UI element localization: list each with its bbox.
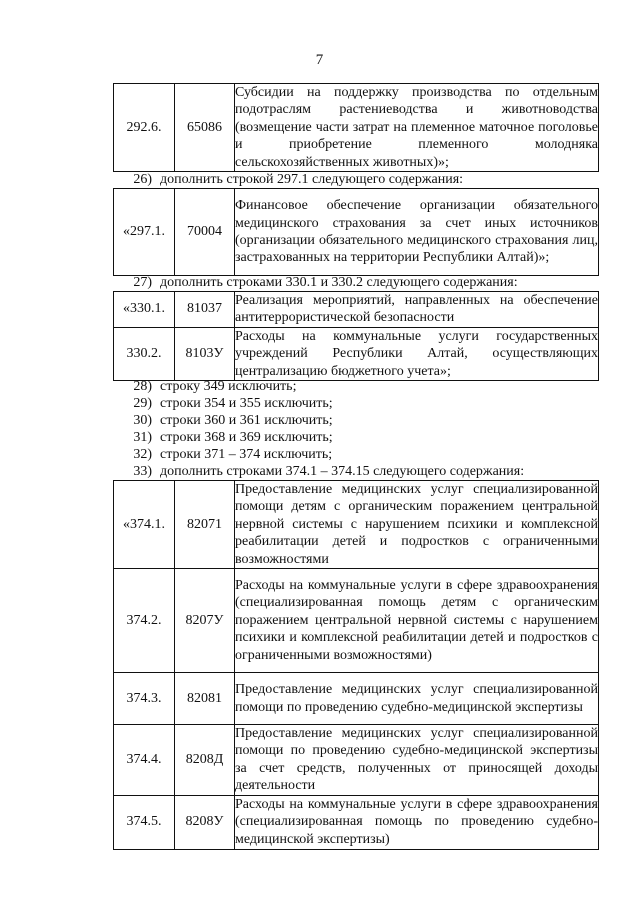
row-description: Расходы на коммунальные услуги государственных учреждений Республики Алтай, осуществляющих централизацию бюджетного учета»; (235, 328, 598, 379)
row-code: «374.1. (114, 481, 175, 569)
list-item (118, 463, 524, 480)
table-row (114, 327, 599, 380)
item-text: строки 354 и 355 исключить; (160, 396, 333, 411)
item-number: 31) (133, 430, 152, 445)
row-description: Расходы на коммунальные услуги в сфере здравоохранения (специализированная помощь детям с органическим поражением центральной нервной системы с нарушением психики и комплексной реабилитации детей и подростков с ограниченными возможностями) (235, 569, 599, 673)
row-description: Финансовое обеспечение организации обязательного медицинского страхования за счет иных источников (организации обязательного медицинского страхования лиц, застрахованных на территории Республики Алтай)»; (235, 189, 599, 276)
row-kbk: 8103У (175, 327, 235, 380)
row-kbk: 81037 (175, 292, 235, 328)
item-number: 30) (133, 413, 152, 428)
row-description: Предоставление медицинских услуг специализированной помощи по проведению судебно-медицинской экспертизы за счет средств, полученных от приносящей доходы деятельности (235, 726, 598, 794)
table-374 (113, 480, 599, 850)
row-code: 330.2. (114, 327, 175, 380)
row-code: 374.3. (114, 673, 175, 725)
table-330 (113, 291, 599, 381)
row-description: Расходы на коммунальные услуги в сфере здравоохранения (специализированная помощь по проведению судебно-медицинской экспертизы) (235, 795, 599, 849)
item-text: дополнить строкой 297.1 следующего содержания: (160, 172, 464, 187)
row-description: Реализация мероприятий, направленных на обеспечение антитеррористической безопасности (235, 293, 598, 326)
row-description: Предоставление медицинских услуг специализированной помощи детям с органическим поражением центральной нервной системы с нарушением психики и комплексной реабилитации детей и подростков с ограниченными возможностями (235, 482, 598, 567)
item-number: 33) (133, 464, 152, 479)
item-text: строки 360 и 361 исключить; (160, 413, 333, 428)
list-item (118, 395, 333, 412)
table-297 (113, 188, 599, 276)
row-kbk: 82071 (175, 481, 235, 569)
row-kbk: 8208Д (175, 725, 235, 796)
list-item (118, 429, 333, 446)
table-row (114, 189, 599, 276)
table-row (114, 795, 599, 849)
table-row (114, 292, 599, 328)
item-text: дополнить строками 330.1 и 330.2 следующего содержания: (160, 275, 518, 290)
item-text: строки 371 – 374 исключить; (160, 447, 333, 462)
row-description: Субсидии на поддержку производства по отдельным подотраслям растениеводства и животноводства (возмещение части затрат на племенное маточное поголовье и приобретение племенного молодняка сельскохозяйственных животных)»; (235, 85, 598, 170)
row-kbk: 70004 (175, 189, 235, 276)
item-number: 27) (133, 275, 152, 290)
row-code: 292.6. (114, 84, 175, 172)
row-kbk: 82081 (175, 673, 235, 725)
list-item (118, 412, 333, 429)
list-item (118, 171, 463, 188)
list-item (118, 274, 518, 291)
row-kbk: 65086 (175, 84, 235, 172)
row-kbk: 8208У (175, 795, 235, 849)
list-item (118, 378, 296, 395)
table-row (114, 84, 599, 172)
item-number: 28) (133, 379, 152, 394)
item-number: 26) (133, 172, 152, 187)
table-row (114, 569, 599, 673)
page-number: 7 (315, 52, 324, 68)
item-number: 29) (133, 396, 152, 411)
item-text: строки 368 и 369 исключить; (160, 430, 333, 445)
item-text: дополнить строками 374.1 – 374.15 следующего содержания: (160, 464, 525, 479)
row-code: 374.4. (114, 725, 175, 796)
table-292 (113, 83, 599, 172)
table-row (114, 481, 599, 569)
row-code: 374.5. (114, 795, 175, 849)
row-code: «330.1. (114, 292, 175, 328)
row-code: «297.1. (114, 189, 175, 276)
item-number: 32) (133, 447, 152, 462)
list-item (118, 446, 332, 463)
table-row (114, 725, 599, 796)
row-kbk: 8207У (175, 569, 235, 673)
item-text: строку 349 исключить; (160, 379, 297, 394)
row-code: 374.2. (114, 569, 175, 673)
row-description: Предоставление медицинских услуг специализированной помощи по проведению судебно-медицинской экспертизы (235, 673, 599, 725)
table-row (114, 673, 599, 725)
